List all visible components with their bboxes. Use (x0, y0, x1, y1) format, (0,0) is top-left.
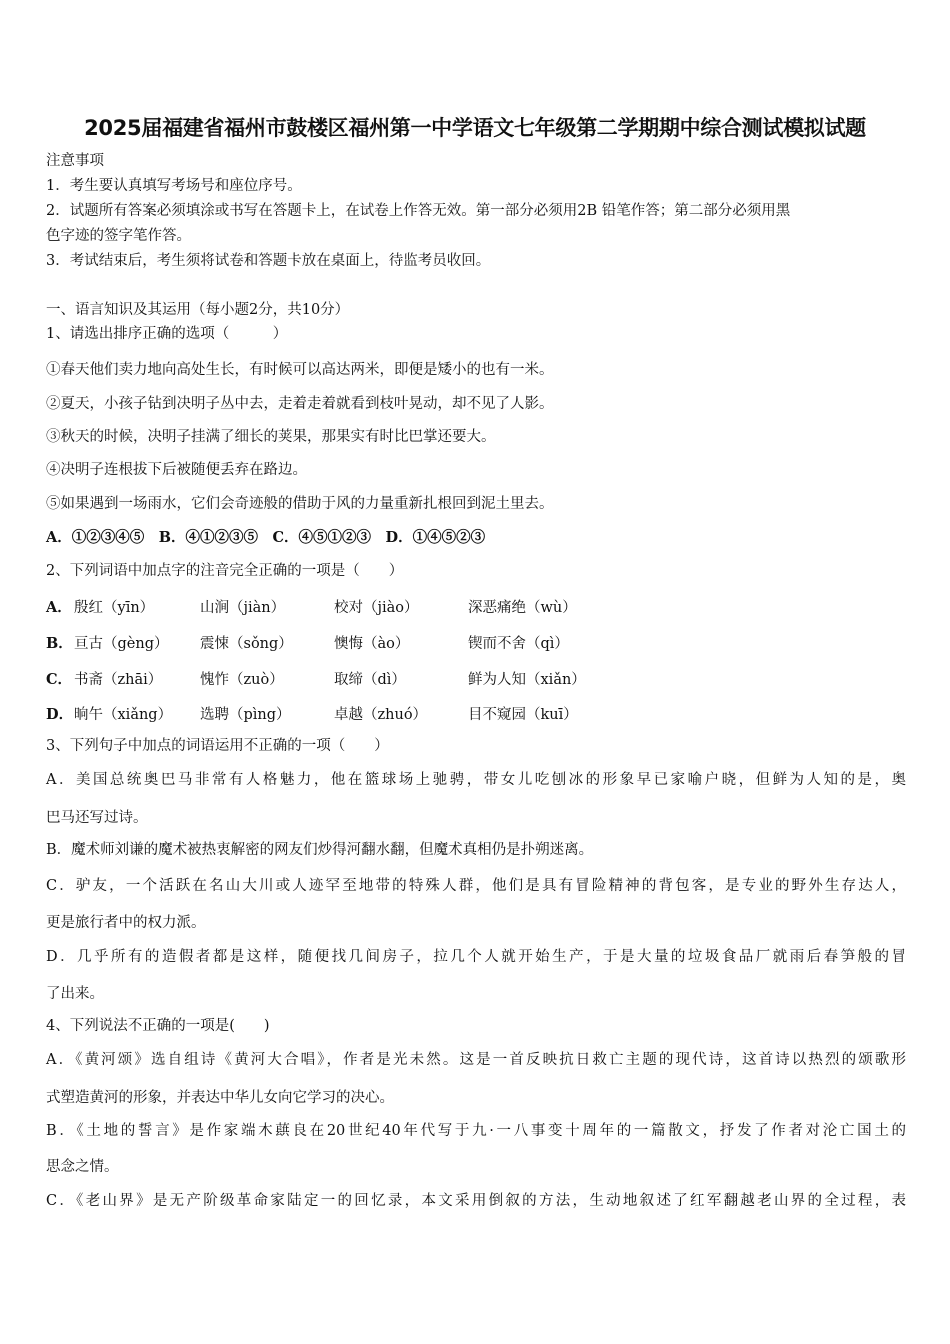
q3-option-c: C．驴友，一个活跃在名山大川或人迹罕至地带的特殊人群，他们是具有冒险精神的背包客，是专业的野外生存达人， (46, 878, 906, 894)
q2-row-label: B． (46, 635, 73, 652)
q4-option-b-cont: 思念之情。 (46, 1159, 119, 1175)
q1-sentence-5: ⑤如果遇到一场雨水，它们会奇迹般的借助于风的力量重新扎根回到泥土里去。 (46, 496, 554, 512)
q2-cell: 深恶痛绝（wù） (468, 600, 577, 616)
notice-item-3: 3．考试结束后，考生须将试卷和答题卡放在桌面上，待监考员收回。 (46, 253, 491, 269)
q2-cell: 书斋（zhāi） (74, 672, 163, 688)
q3-option-a-cont: 巴马还写过诗。 (46, 810, 148, 826)
notice-item-2: 2．试题所有答案必须填涂或书写在答题卡上，在试卷上作答无效。第一部分必须用2B 铅笔作答；第二部分必须用黑 (46, 203, 791, 219)
q1-options: A．①②③④⑤ B．④①②③⑤ C．④⑤①②③ D．①④⑤②③ (46, 529, 486, 546)
q1-stem: 1、请选出排序正确的选项（ ） (46, 326, 288, 342)
section-heading: 一、语言知识及其运用（每小题2分，共10分） (46, 302, 350, 318)
q1-sentence-3: ③秋天的时候，决明子挂满了细长的荚果，那果实有时比巴掌还要大。 (46, 429, 496, 445)
notice-item-2-cont: 色字迹的签字笔作答。 (46, 228, 191, 244)
q2-cell: 鲜为人知（xiǎn） (468, 672, 586, 688)
q2-cell: 震悚（sǒng） (200, 636, 293, 652)
q2-row-label: D． (46, 706, 74, 723)
q3-stem: 3、下列句子中加点的词语运用不正确的一项（ ） (46, 738, 389, 754)
q2-cell: 懊悔（ào） (334, 636, 410, 652)
q4-option-a-cont: 式塑造黄河的形象，并表达中华儿女向它学习的决心。 (46, 1090, 394, 1106)
q3-option-a: A．美国总统奥巴马非常有人格魅力，他在篮球场上驰骋，带女儿吃刨冰的形象早已家喻户晓，但鲜为人知的是，奥 (46, 772, 906, 788)
q2-cell: 殷红（yīn） (74, 600, 155, 616)
q4-option-c: C．《老山界》是无产阶级革命家陆定一的回忆录，本文采用倒叙的方法，生动地叙述了红军翻越老山界的全过程，表 (46, 1193, 906, 1209)
q1-sentence-4: ④决明子连根拔下后被随便丢弃在路边。 (46, 462, 307, 478)
page-title: 2025届福建省福州市鼓楼区福州第一中学语文七年级第二学期期中综合测试模拟试题 (84, 116, 866, 140)
q3-option-c-cont: 更是旅行者中的权力派。 (46, 915, 206, 931)
q2-row-label: A． (46, 599, 72, 616)
q2-cell: 卓越（zhuó） (334, 707, 428, 723)
notice-item-1: 1．考生要认真填写考场号和座位序号。 (46, 178, 302, 194)
q2-cell: 选聘（pìng） (200, 707, 291, 723)
q2-cell: 目不窥园（kuī） (468, 707, 578, 723)
q1-sentence-2: ②夏天，小孩子钻到决明子丛中去，走着走着就看到枝叶晃动，却不见了人影。 (46, 396, 554, 412)
q2-stem: 2、下列词语中加点字的注音完全正确的一项是（ ） (46, 563, 404, 579)
q3-option-b: B．魔术师刘谦的魔术被热衷解密的网友们炒得河翻水翻，但魔术真相仍是扑朔迷离。 (46, 842, 594, 858)
q2-row-label: C． (46, 671, 73, 688)
q3-option-d-cont: 了出来。 (46, 986, 104, 1002)
q1-sentence-1: ①春天他们卖力地向高处生长，有时候可以高达两米，即便是矮小的也有一米。 (46, 362, 554, 378)
q2-cell: 亘古（gèng） (74, 636, 169, 652)
q2-cell: 愧怍（zuò） (200, 672, 284, 688)
q4-option-b: B．《土地的誓言》是作家端木蕻良在20世纪40年代写于九·一八事变十周年的一篇散文，抒发了作者对沦亡国土的 (46, 1123, 906, 1139)
q3-option-d: D．几乎所有的造假者都是这样，随便找几间房子，拉几个人就开始生产，于是大量的垃圾食品厂就雨后春笋般的冒 (46, 949, 906, 965)
q2-cell: 锲而不舍（qì） (468, 636, 569, 652)
q2-cell: 晌午（xiǎng） (74, 707, 173, 723)
q4-stem: 4、下列说法不正确的一项是( ) (46, 1018, 270, 1034)
notice-heading: 注意事项 (46, 153, 104, 169)
q4-option-a: A．《黄河颂》选自组诗《黄河大合唱》，作者是光未然。这是一首反映抗日救亡主题的现代诗，这首诗以热烈的颂歌形 (46, 1052, 906, 1068)
q2-cell: 校对（jiào） (334, 600, 419, 616)
q2-cell: 取缔（dì） (334, 672, 406, 688)
q2-cell: 山涧（jiàn） (200, 600, 286, 616)
